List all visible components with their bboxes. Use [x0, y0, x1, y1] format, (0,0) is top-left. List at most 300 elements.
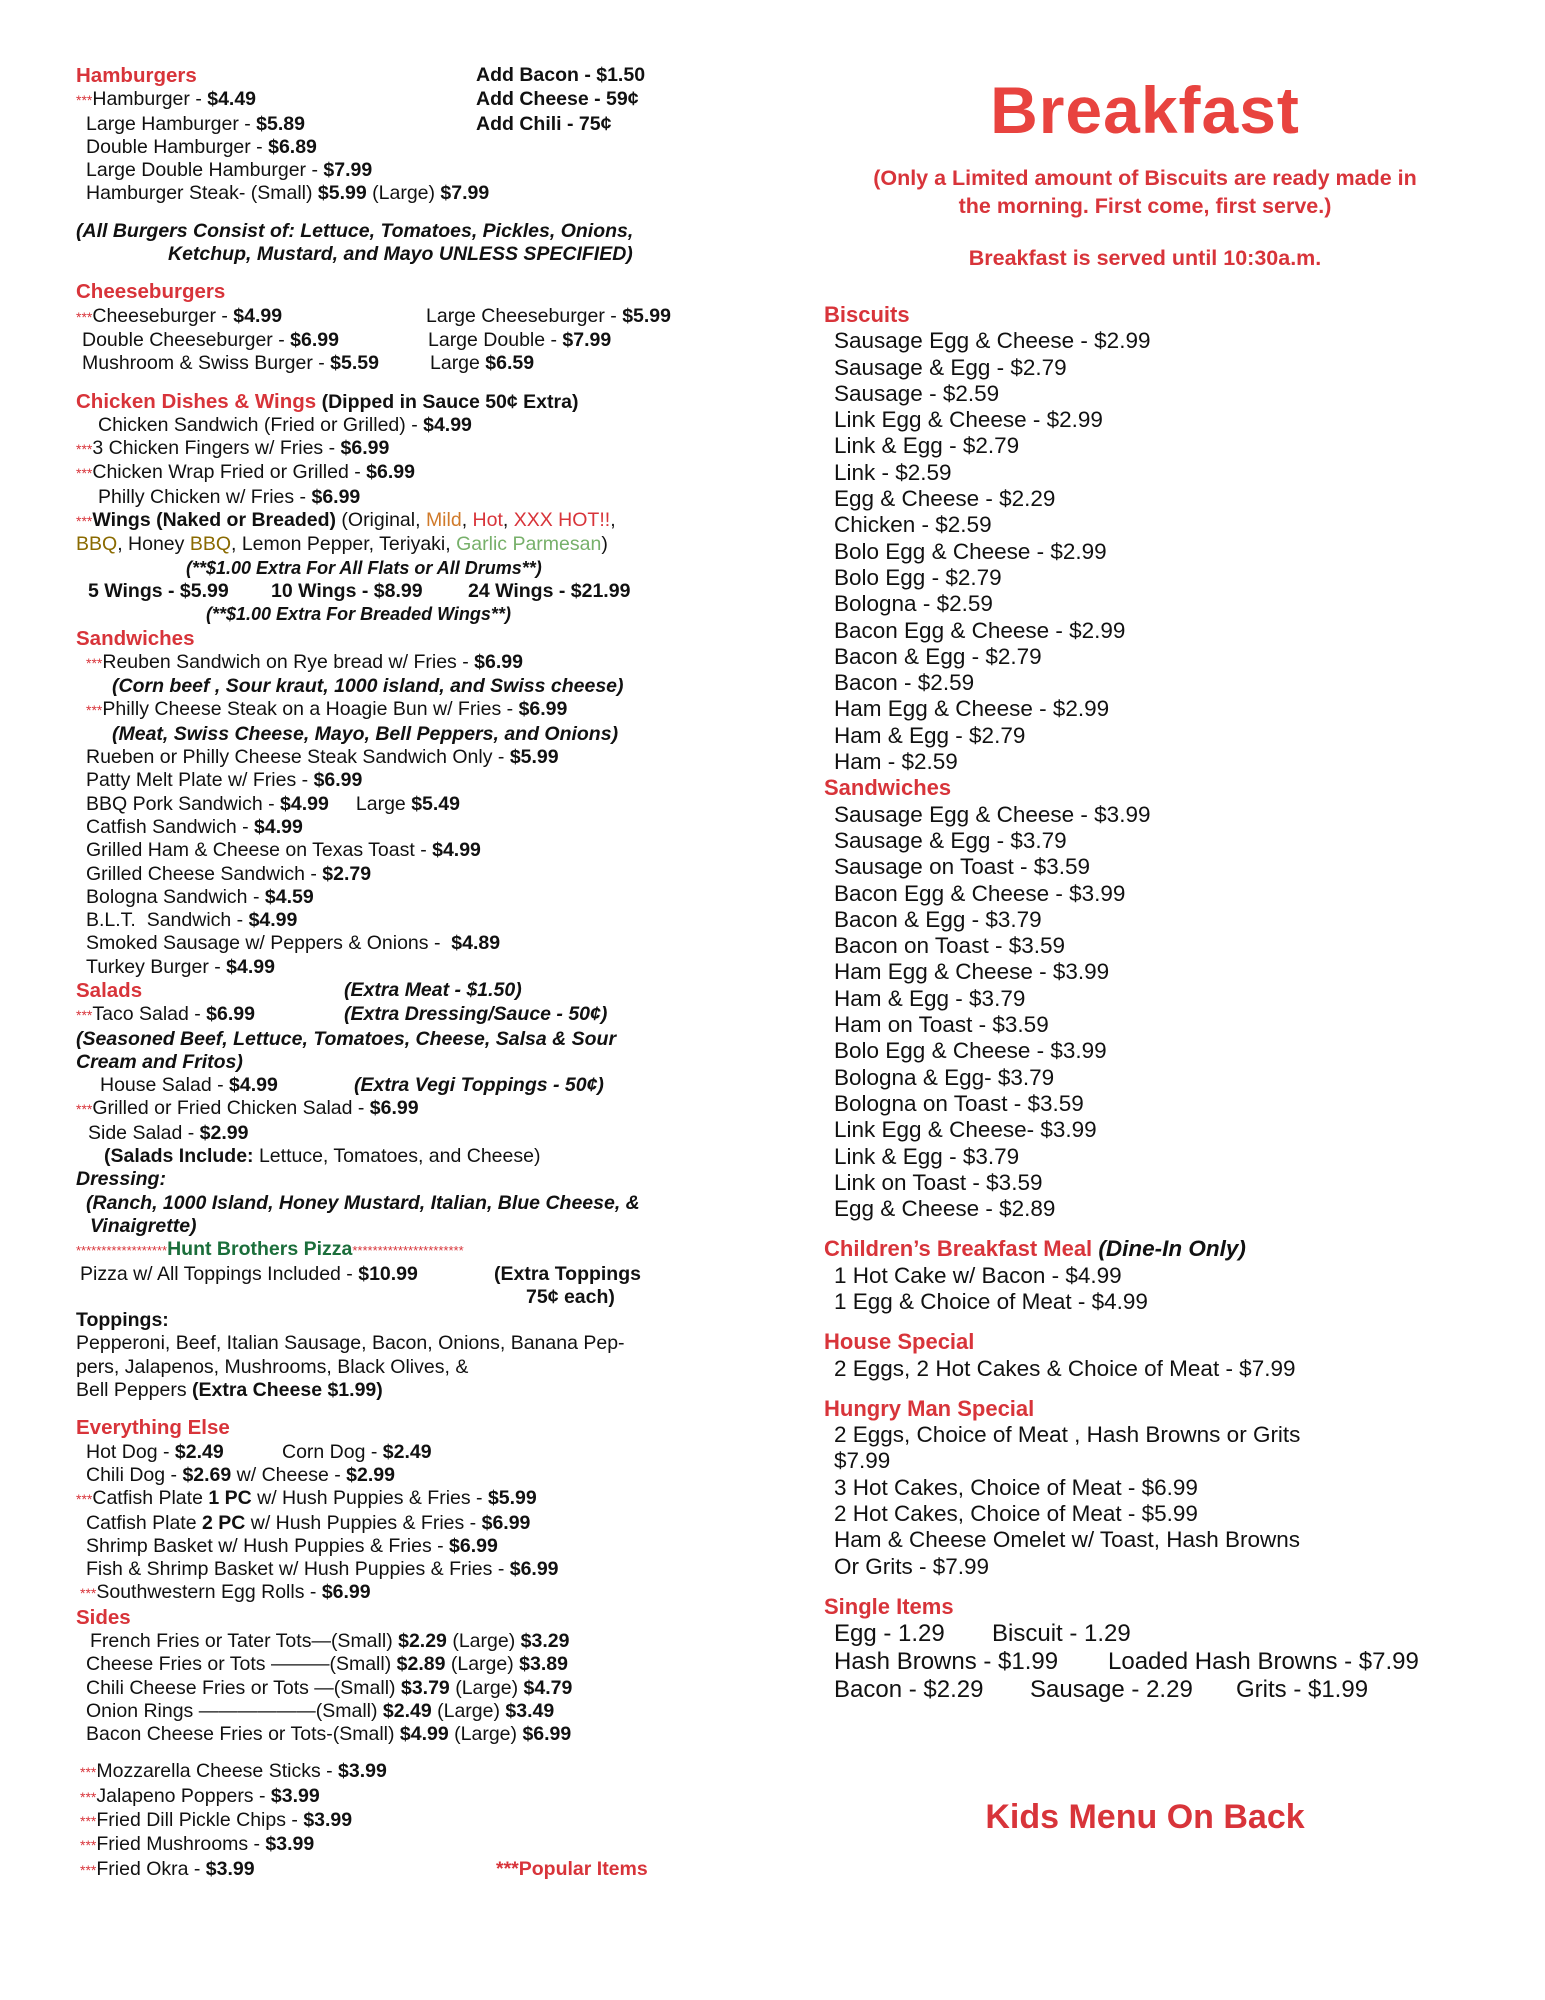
toppings-list [76, 1379, 726, 1402]
menu-item: Sausage Egg & Cheese - $3.99 [834, 801, 1151, 827]
item-price: $6.99 [518, 698, 568, 721]
menu-item [76, 956, 726, 979]
menu-item: Sausage on Toast - $3.59 [834, 854, 1091, 880]
dressing-list: (Ranch, 1000 Island, Honey Mustard, Italian, Blue Cheese, & [86, 1191, 640, 1214]
item-name: Philly Cheese Steak on a Hoagie Bun w/ Fries - [102, 698, 519, 721]
menu-item [76, 352, 726, 375]
flavor: (Original, [335, 509, 426, 532]
item-price: $2.69 [182, 1463, 232, 1486]
breakfast-title: Breakfast [990, 73, 1300, 147]
dressing-list: Vinaigrette) [90, 1214, 197, 1237]
menu-item: Ham on Toast - $3.59 [834, 1012, 1049, 1038]
house-special-heading: House Special [824, 1329, 975, 1355]
item-price: $3.99 [338, 1760, 387, 1783]
menu-item [76, 1833, 726, 1857]
menu-item [76, 486, 726, 509]
menu-item [76, 863, 726, 886]
item-price: $3.99 [205, 1857, 255, 1880]
cheeseburgers-heading: Cheeseburgers [76, 280, 226, 304]
item-price: $3.49 [505, 1699, 555, 1722]
item-name: (Large) [366, 182, 441, 205]
item-name: Large Cheeseburger - [426, 304, 623, 327]
item-name: 24 Wings - [468, 579, 571, 602]
menu-item: $7.99 [834, 1448, 891, 1474]
wing-counts-row [76, 580, 726, 603]
item-name: Pizza w/ All Toppings Included - [80, 1262, 359, 1285]
popular-marker: *** [76, 1007, 93, 1024]
item-price: $4.99 [432, 839, 481, 862]
single-items-row [824, 1676, 1474, 1704]
item-count: 2 PC [201, 1511, 246, 1534]
popular-marker: *** [80, 1788, 97, 1805]
item-price: $8.99 [373, 579, 423, 602]
hungry-man-heading: Hungry Man Special [824, 1395, 1035, 1421]
menu-item: Bacon Egg & Cheese - $2.99 [834, 617, 1126, 643]
menu-item [76, 461, 726, 485]
menu-item [76, 909, 726, 932]
menu-item: Ham & Egg - $3.79 [834, 985, 1026, 1011]
menu-item: Bolo Egg & Cheese - $2.99 [834, 538, 1107, 564]
item-price: $2.49 [382, 1699, 432, 1722]
menu-item: Egg & Cheese - $2.29 [834, 486, 1056, 512]
flavor-bbq: BBQ [76, 533, 118, 556]
item-price: $6.99 [311, 485, 361, 508]
toppings-heading: Toppings: [76, 1309, 169, 1332]
item-price: $2.29 [398, 1630, 447, 1652]
extra-toppings-price: 75¢ each) [526, 1285, 615, 1308]
salad-include-label: (Salads Include: [104, 1145, 254, 1168]
item-name: Chili Dog - [86, 1463, 183, 1486]
item-name: Corn Dog - [282, 1440, 383, 1463]
item-name: Turkey Burger - [86, 955, 227, 978]
item-name: Chicken Wrap Fried or Grilled - [92, 461, 367, 484]
menu-item [76, 1785, 726, 1809]
item-price: $2.99 [346, 1463, 395, 1486]
stars: ****************** [76, 1243, 168, 1259]
menu-item: Bologna - $2.59 [834, 591, 993, 617]
menu-item: 1 Egg & Choice of Meat - $4.99 [834, 1288, 1148, 1314]
item-price: $6.89 [268, 135, 317, 158]
item-name: Grilled Ham & Cheese on Texas Toast - [86, 839, 433, 862]
popular-marker: *** [80, 1585, 97, 1602]
menu-item [271, 580, 423, 603]
item-name: Fried Okra - [96, 1857, 206, 1880]
menu-item: Link on Toast - $3.59 [834, 1169, 1043, 1195]
item-name: (Large) [446, 1630, 521, 1652]
item-price: $7.99 [562, 328, 612, 351]
menu-item [76, 1487, 726, 1511]
breakfast-menu-column [824, 302, 1474, 1704]
item-name: (Large) [449, 1676, 524, 1699]
item-price: $6.99 [449, 1534, 498, 1557]
add-chili: Add Chili - 75¢ [476, 112, 612, 135]
menu-item [426, 305, 671, 328]
item-price: $4.49 [207, 88, 257, 111]
item-name: 3 Chicken Fingers w/ Fries - [92, 437, 341, 460]
popular-marker: *** [86, 702, 103, 719]
menu-item: Bacon - $2.59 [834, 670, 975, 696]
sandwiches-heading-row [76, 627, 726, 651]
item-name: (Large) [445, 1653, 520, 1676]
menu-item [76, 1097, 726, 1121]
item-price: $6.99 [340, 437, 390, 460]
kids-menu-note: Kids Menu On Back [985, 1798, 1305, 1836]
menu-item [76, 839, 726, 862]
item-price: $6.99 [321, 1581, 371, 1604]
breaded-note: (**$1.00 Extra For Breaded Wings**) [206, 604, 511, 625]
biscuits-heading: Biscuits [824, 302, 910, 327]
item-name: Double Cheeseburger - [82, 328, 291, 351]
item-price: $4.89 [451, 932, 501, 955]
hamburgers-heading-row [76, 64, 726, 88]
sandwiches-heading: Sandwiches [76, 626, 195, 650]
menu-item [76, 651, 726, 675]
menu-item [468, 580, 630, 603]
item-price: $6.99 [366, 461, 415, 484]
menu-item [76, 1677, 726, 1700]
salads-heading: Salads [76, 978, 143, 1002]
sauce-note: (Dipped in Sauce 50¢ Extra) [316, 390, 579, 413]
menu-item [76, 182, 726, 205]
item-name: Shrimp Basket w/ Hush Puppies & Fries - [86, 1534, 450, 1557]
item-price: $5.59 [330, 352, 379, 375]
item-name: Large Double Hamburger - [86, 159, 324, 182]
separator: , [461, 509, 473, 532]
menu-item [76, 1809, 726, 1833]
flavor-xxx-hot: XXX HOT!! [513, 509, 611, 532]
menu-item: Bacon Egg & Cheese - $3.99 [834, 880, 1126, 906]
flavor: , Lemon Pepper, Teriyaki, [231, 533, 457, 556]
popular-marker: *** [76, 92, 93, 109]
menu-item: Bacon - $2.29 [834, 1676, 984, 1704]
wings-name: Wings (Naked or Breaded) [92, 509, 336, 532]
item-name: Bacon Cheese Fries or Tots-(Small) [86, 1723, 400, 1746]
item-name: Hamburger - [92, 88, 208, 111]
item-name: House Salad - [100, 1074, 229, 1097]
item-price: $2.49 [174, 1440, 224, 1463]
add-cheese: Add Cheese - 59¢ [476, 88, 639, 111]
item-price: $4.99 [254, 815, 303, 838]
item-name: Smoked Sausage w/ Peppers & Onions - [86, 932, 452, 955]
menu-item [76, 746, 726, 769]
menu-item: 3 Hot Cakes, Choice of Meat - $6.99 [834, 1474, 1198, 1500]
item-name: Large Hamburger - [86, 112, 257, 135]
item-price: $5.99 [622, 304, 672, 327]
menu-item [76, 1535, 726, 1558]
item-price: $4.79 [523, 1676, 573, 1699]
menu-item: Hash Browns - $1.99 [834, 1648, 1059, 1676]
item-price: $2.49 [382, 1440, 432, 1463]
item-name: Large Double - [428, 328, 563, 351]
menu-item [76, 1441, 726, 1464]
sides-heading-row [76, 1606, 726, 1630]
menu-item: Link - $2.59 [834, 459, 952, 485]
menu-item [76, 1074, 726, 1097]
menu-item: Bolo Egg & Cheese - $3.99 [834, 1038, 1107, 1064]
menu-item [76, 1003, 726, 1027]
item-price: $6.99 [313, 769, 363, 792]
item-name: B.L.T. Sandwich - [86, 909, 249, 932]
reuben-note: (Corn beef , Sour kraut, 1000 island, and Swiss cheese) [112, 675, 624, 698]
menu-item: Egg - 1.29 [834, 1620, 945, 1648]
item-price: $3.79 [400, 1676, 450, 1699]
cheeseburgers-heading-row [76, 280, 726, 304]
burger-note: Ketchup, Mustard, and Mayo UNLESS SPECIFIED) [168, 243, 633, 266]
flavor-garlic-parmesan: Garlic Parmesan [456, 533, 602, 556]
item-name: w/ Hush Puppies & Fries - [251, 1487, 488, 1510]
item-price: $4.99 [248, 909, 298, 932]
menu-item [428, 329, 611, 352]
item-name: Bologna Sandwich - [86, 885, 265, 908]
add-bacon: Add Bacon - $1.50 [476, 64, 646, 86]
menu-item: Bolo Egg - $2.79 [834, 564, 1002, 590]
item-name: Onion Rings ——————(Small) [86, 1699, 383, 1722]
toppings-list: Pepperoni, Beef, Italian Sausage, Bacon, Onions, Banana Pep- [76, 1332, 625, 1355]
item-name: Catfish Sandwich - [86, 815, 254, 838]
menu-item: Or Grits - $7.99 [834, 1553, 990, 1579]
item-price: $4.99 [399, 1723, 449, 1746]
menu-item [76, 1464, 726, 1487]
menu-item [76, 769, 726, 792]
chicken-heading-row [76, 390, 726, 414]
item-price: $6.99 [290, 328, 339, 351]
sides-heading: Sides [76, 1605, 131, 1629]
item-name: 5 Wings - [88, 579, 180, 602]
menu-item: Bologna on Toast - $3.59 [834, 1090, 1084, 1116]
menu-item: Ham & Egg - $2.79 [834, 722, 1026, 748]
menu-item: Egg & Cheese - $2.89 [834, 1196, 1056, 1222]
separator: , [610, 509, 616, 532]
item-price: $6.99 [522, 1723, 572, 1746]
item-name: Hamburger Steak- (Small) [86, 182, 318, 205]
item-name: Rueben or Philly Cheese Steak Sandwich Only - [86, 746, 510, 769]
extra-toppings-row [76, 1286, 726, 1309]
menu-item: Biscuit - 1.29 [992, 1620, 1131, 1648]
item-price: $5.99 [317, 182, 367, 205]
chicken-heading: Chicken Dishes & Wings [76, 389, 317, 413]
item-name: Philly Chicken w/ Fries - [98, 485, 312, 508]
popular-marker: *** [86, 654, 103, 671]
menu-item [430, 352, 534, 375]
burger-note: (All Burgers Consist of: Lettuce, Tomatoes, Pickles, Onions, [76, 219, 634, 242]
menu-item [76, 136, 726, 159]
dressing-heading: Dressing: [76, 1168, 166, 1191]
popular-marker: *** [76, 1491, 93, 1508]
item-price: $5.99 [509, 746, 559, 769]
toppings-text: Bell Peppers [76, 1379, 192, 1402]
wings-flavors-row [76, 533, 726, 556]
menu-item: Link Egg & Cheese- $3.99 [834, 1117, 1097, 1143]
menu-item [76, 932, 726, 955]
limited-note-line: (Only a Limited amount of Biscuits are ready made in [873, 166, 1417, 190]
popular-marker: *** [80, 1861, 97, 1878]
separator: , [502, 509, 514, 532]
limited-note-line: the morning. First come, first serve.) [958, 194, 1332, 218]
flavor: , Honey [117, 533, 190, 556]
item-name: Grilled or Fried Chicken Salad - [92, 1097, 370, 1120]
item-price: $2.89 [396, 1653, 446, 1676]
item-price: $10.99 [358, 1262, 418, 1285]
item-name: Chili Cheese Fries or Tots —(Small) [86, 1676, 401, 1699]
item-price: $6.99 [206, 1003, 255, 1026]
menu-item: 2 Hot Cakes, Choice of Meat - $5.99 [834, 1501, 1198, 1527]
item-name: Cheese Fries or Tots ———(Small) [86, 1653, 397, 1676]
item-price: $4.99 [229, 1074, 278, 1097]
extra-meat-note: (Extra Meat - $1.50) [344, 978, 522, 1001]
menu-item [76, 793, 726, 816]
item-name: Large [328, 792, 412, 815]
separator: ) [601, 533, 608, 556]
stars: ********************** [352, 1243, 464, 1259]
item-price: $6.99 [369, 1097, 419, 1120]
popular-items-legend: ***Popular Items [496, 1857, 648, 1880]
menu-item [76, 816, 726, 839]
philly-note: (Meat, Swiss Cheese, Mayo, Bell Peppers, and Onions) [112, 722, 619, 745]
popular-marker: *** [76, 465, 93, 482]
menu-item: Ham & Cheese Omelet w/ Toast, Hash Browns [834, 1527, 1301, 1553]
popular-marker: *** [76, 1101, 93, 1118]
menu-item [76, 1630, 726, 1653]
item-price: $4.99 [233, 304, 283, 327]
menu-item: Grits - $1.99 [1236, 1676, 1369, 1704]
item-name: Side Salad - [88, 1121, 200, 1144]
item-price: $2.99 [199, 1121, 249, 1144]
toppings-list: pers, Jalapenos, Mushrooms, Black Olives, & [76, 1355, 469, 1378]
item-name: Cheeseburger - [92, 304, 234, 327]
single-items-heading: Single Items [824, 1593, 954, 1619]
menu-item: 1 Hot Cake w/ Bacon - $4.99 [834, 1262, 1122, 1288]
item-price: $4.99 [280, 792, 329, 815]
item-price: $3.29 [520, 1630, 570, 1652]
item-name: Hot Dog - [86, 1440, 175, 1463]
children-breakfast-heading: Children’s Breakfast Meal [824, 1236, 1093, 1262]
menu-item: Bacon on Toast - $3.59 [834, 933, 1065, 959]
menu-item [76, 1512, 726, 1535]
menu-item [76, 698, 726, 722]
item-name: Mozzarella Cheese Sticks - [96, 1760, 339, 1783]
extra-toppings-note: (Extra Toppings [494, 1262, 641, 1285]
lunch-menu-panel [44, 42, 744, 1970]
menu-item: Link & Egg - $2.79 [834, 433, 1020, 459]
item-name: w/ Cheese - [231, 1463, 347, 1486]
item-price: $21.99 [570, 579, 631, 602]
item-price: $6.99 [509, 1558, 559, 1581]
extra-vegi-note: (Extra Vegi Toppings - 50¢) [354, 1074, 604, 1097]
item-price: $4.59 [264, 885, 314, 908]
menu-item [76, 329, 726, 352]
item-price: $3.89 [519, 1653, 568, 1676]
item-name: Catfish Plate [92, 1487, 209, 1510]
menu-item: Bologna & Egg- $3.79 [834, 1064, 1055, 1090]
everything-else-heading: Everything Else [76, 1416, 230, 1440]
menu-item [76, 305, 726, 329]
menu-item: Sausage - 2.29 [1030, 1676, 1193, 1704]
menu-item: Sausage Egg & Cheese - $2.99 [834, 328, 1151, 354]
item-price: $5.99 [487, 1487, 537, 1510]
item-price: $6.59 [485, 352, 535, 375]
item-price: $4.99 [226, 955, 275, 978]
item-name: Fried Dill Pickle Chips - [96, 1809, 304, 1832]
salad-include [76, 1145, 726, 1168]
menu-item [76, 414, 726, 437]
item-price: $5.99 [179, 579, 229, 602]
item-price: $3.99 [270, 1784, 320, 1807]
menu-item: 2 Eggs, Choice of Meat , Hash Browns or Grits [834, 1422, 1301, 1448]
menu-item [76, 1653, 726, 1676]
pizza-heading: Hunt Brothers Pizza [167, 1238, 353, 1261]
item-price: $4.99 [423, 413, 472, 436]
biscuits-limited-note [806, 164, 1484, 220]
salads-heading-row [76, 979, 726, 1003]
flats-note: (**$1.00 Extra For All Flats or All Drums**) [186, 557, 542, 578]
menu-item: Ham Egg & Cheese - $3.99 [834, 959, 1110, 985]
dine-in-note: (Dine-In Only) [1092, 1236, 1246, 1262]
item-price: $6.99 [474, 650, 523, 673]
flavor-hot: Hot [472, 509, 503, 532]
pizza-heading-row [76, 1238, 726, 1262]
flavor-mild: Mild [425, 509, 462, 532]
menu-item [76, 1122, 726, 1145]
item-name: Catfish Plate [86, 1511, 202, 1534]
extra-dressing-note: (Extra Dressing/Sauce - 50¢) [344, 1003, 608, 1026]
item-price: $5.89 [256, 112, 305, 135]
extra-cheese-note: (Extra Cheese $1.99) [191, 1379, 383, 1402]
menu-item: Loaded Hash Browns - $7.99 [1108, 1648, 1419, 1676]
menu-item: Ham Egg & Cheese - $2.99 [834, 696, 1110, 722]
taco-note: (Seasoned Beef, Lettuce, Tomatoes, Cheese, Salsa & Sour [76, 1027, 617, 1050]
menu-item [76, 1700, 726, 1723]
item-name: BBQ Pork Sandwich - [86, 792, 280, 815]
popular-marker: *** [80, 1764, 97, 1781]
single-items-row [824, 1620, 1474, 1648]
children-heading-row [824, 1236, 1474, 1262]
breakfast-hours: Breakfast is served until 10:30a.m. [968, 246, 1322, 270]
menu-item: 2 Eggs, 2 Hot Cakes & Choice of Meat - $7.99 [834, 1355, 1296, 1381]
menu-item [282, 1441, 432, 1464]
menu-item: Sausage & Egg - $3.79 [834, 827, 1067, 853]
menu-item [76, 1581, 726, 1605]
flavor-honey-bbq: BBQ [189, 533, 231, 556]
item-name: (Large) [431, 1699, 506, 1722]
menu-item [76, 437, 726, 461]
item-name: Reuben Sandwich on Rye bread w/ Fries - [102, 650, 475, 673]
item-name: Grilled Cheese Sandwich - [86, 862, 323, 885]
menu-item [76, 88, 726, 112]
item-name: Double Hamburger - [86, 135, 269, 158]
popular-marker: *** [80, 1813, 97, 1830]
menu-item [76, 886, 726, 909]
popular-marker: *** [80, 1837, 97, 1854]
item-count: 1 PC [208, 1487, 252, 1510]
item-price: $7.99 [323, 159, 373, 182]
menu-item: Bacon & Egg - $2.79 [834, 643, 1042, 669]
menu-item: Bacon & Egg - $3.79 [834, 906, 1042, 932]
everything-heading-row [76, 1416, 726, 1440]
item-price: $3.99 [265, 1833, 315, 1856]
item-name: (Large) [448, 1723, 523, 1746]
popular-marker: *** [76, 308, 93, 325]
popular-marker: *** [76, 513, 93, 530]
menu-item: Sausage - $2.59 [834, 380, 1000, 406]
single-items-row [824, 1648, 1474, 1676]
lunch-menu-column [76, 64, 726, 1882]
breakfast-menu-panel [790, 42, 1500, 1970]
item-name: w/ Hush Puppies & Fries - [245, 1511, 482, 1534]
item-name: Mushroom & Swiss Burger - [82, 352, 331, 375]
item-price: $5.49 [411, 792, 461, 815]
menu-item [76, 113, 726, 136]
menu-item: Link Egg & Cheese - $2.99 [834, 407, 1103, 433]
